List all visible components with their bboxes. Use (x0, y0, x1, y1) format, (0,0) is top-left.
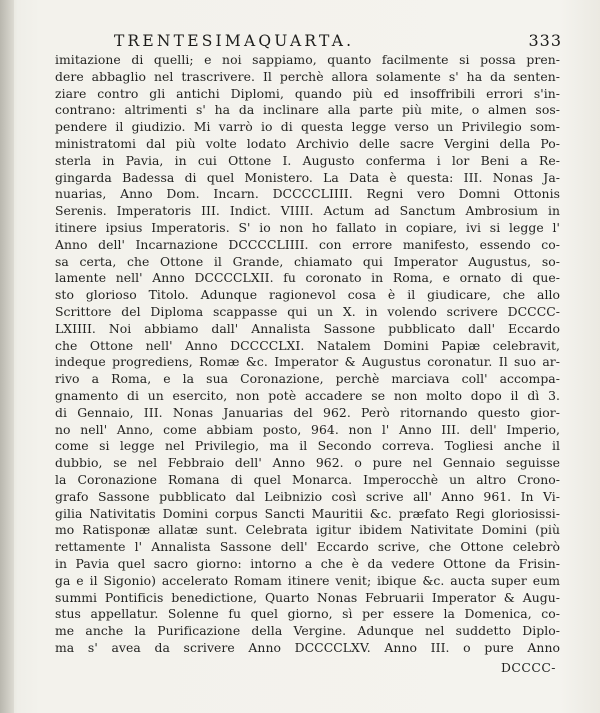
text-line: sa certa, che Ottone il Grande, chiamato qui Imperator Augustus, so- (55, 253, 560, 269)
text-line: ziare contro gli antichi Diplomi, quando più ed insoffribili errori s'in- (55, 85, 560, 101)
text-line: itinere ipsius Imperatoris. S' io non ho fallato in copiare, ivi si legge l' (55, 219, 560, 235)
text-line: contrano: altrimenti s' ha da inclinare alla parte più mite, o almen sos- (55, 102, 560, 118)
text-line: nuarias, Anno Dom. Incarn. DCCCCLIIII. Regni vero Domni Ottonis (55, 186, 560, 202)
running-title: TRENTESIMAQUARTA. (114, 32, 355, 50)
text-line: gilia Nativitatis Domini corpus Sancti Mauritii &c. præfato Regi gloriosissi- (55, 505, 560, 521)
text-line: summi Pontificis benedictione, Quarto Nonas Februarii Imperator & Augu- (55, 589, 560, 605)
text-line: dere abbaglio nel trascrivere. Il perchè allora solamente s' ha da senten- (55, 68, 560, 84)
text-line: dubbio, se nel Febbraio dell' Anno 962. o pure nel Gennaio seguisse (55, 455, 560, 471)
text-line: che Ottone nell' Anno DCCCCLXI. Natalem Domini Papiæ celebravit, (55, 337, 560, 353)
text-line: grafo Sassone pubblicato dal Leibnizio così scrive all' Anno 961. In Vi- (55, 488, 560, 504)
text-line: stus appellatur. Solenne fu quel giorno, sì per essere la Domenica, co- (55, 606, 560, 622)
text-line: sto glorioso Titolo. Adunque ragionevol cosa è il giudicare, che allo (55, 287, 560, 303)
text-line: Anno dell' Incarnazione DCCCCLIIII. con errore manifesto, essendo co- (55, 236, 560, 252)
text-line: pendere il giudizio. Mi varrò io di questa legge verso un Privilegio som- (55, 119, 560, 135)
text-line: rivo a Roma, e la sua Coronazione, perchè marciava coll' accompa- (55, 371, 560, 387)
page-binding-edge (0, 0, 14, 713)
text-line: gingarda Badessa di quel Monistero. La Data è questa: III. Nonas Ja- (55, 169, 560, 185)
text-line: in Pavia quel sacro giorno: intorno a che è da vedere Ottone da Frisin- (55, 555, 560, 571)
text-line: di Gennaio, III. Nonas Januarias del 962. Però ritornando questo gior- (55, 404, 560, 420)
text-line: rettamente l' Annalista Sassone dell' Eccardo scrive, che Ottone celebrò (55, 539, 560, 555)
text-line: come si legge nel Privilegio, ma il Secondo correva. Togliesi anche il (55, 438, 560, 454)
text-line: me anche la Purificazione della Vergine. Adunque nel suddetto Diplo- (55, 623, 560, 639)
text-line: ministratomi dal più volte lodato Archivio delle sacre Vergini della Po- (55, 135, 560, 151)
text-line: ma s' avea da scrivere Anno DCCCCLXV. Anno III. o pure Anno (55, 639, 560, 655)
text-line: mo Ratisponæ allatæ sunt. Celebrata igitur ibidem Nativitate Domini (più (55, 522, 560, 538)
text-line: la Coronazione Romana di quel Monarca. Imperocchè un altro Crono- (55, 471, 560, 487)
body-text (55, 52, 560, 657)
catchword: DCCCC- (500, 660, 556, 675)
text-line: indeque progrediens, Romæ &c. Imperator & Augustus coronatur. Il suo ar- (55, 354, 560, 370)
text-line: lamente nell' Anno DCCCCLXII. fu coronato in Roma, e ornato di que- (55, 270, 560, 286)
text-line: sterla in Pavia, in cui Ottone I. Augusto conferma i lor Beni a Re- (55, 152, 560, 168)
text-line: LXIIII. Noi abbiamo dall' Annalista Sassone pubblicato dall' Eccardo (55, 320, 560, 336)
text-line: Serenis. Imperatoris III. Indict. VIIII. Actum ad Sanctum Ambrosium in (55, 203, 560, 219)
page-header (40, 28, 570, 52)
text-line: no nell' Anno, come abbiam posto, 964. non l' Anno III. dell' Imperio, (55, 421, 560, 437)
text-line: Scrittore del Diploma scappasse qui un X. in volendo scrivere DCCCC- (55, 303, 560, 319)
page-number: 333 (528, 31, 562, 50)
text-line: gnamento di un esercito, non potè accadere se non molto dopo il dì 3. (55, 387, 560, 403)
text-line: imitazione di quelli; e noi sappiamo, quanto facilmente si possa pren- (55, 52, 560, 67)
text-line: ga e il Sigonio) accelerato Romam itinere venit; ibique &c. aucta super eum (55, 572, 560, 588)
